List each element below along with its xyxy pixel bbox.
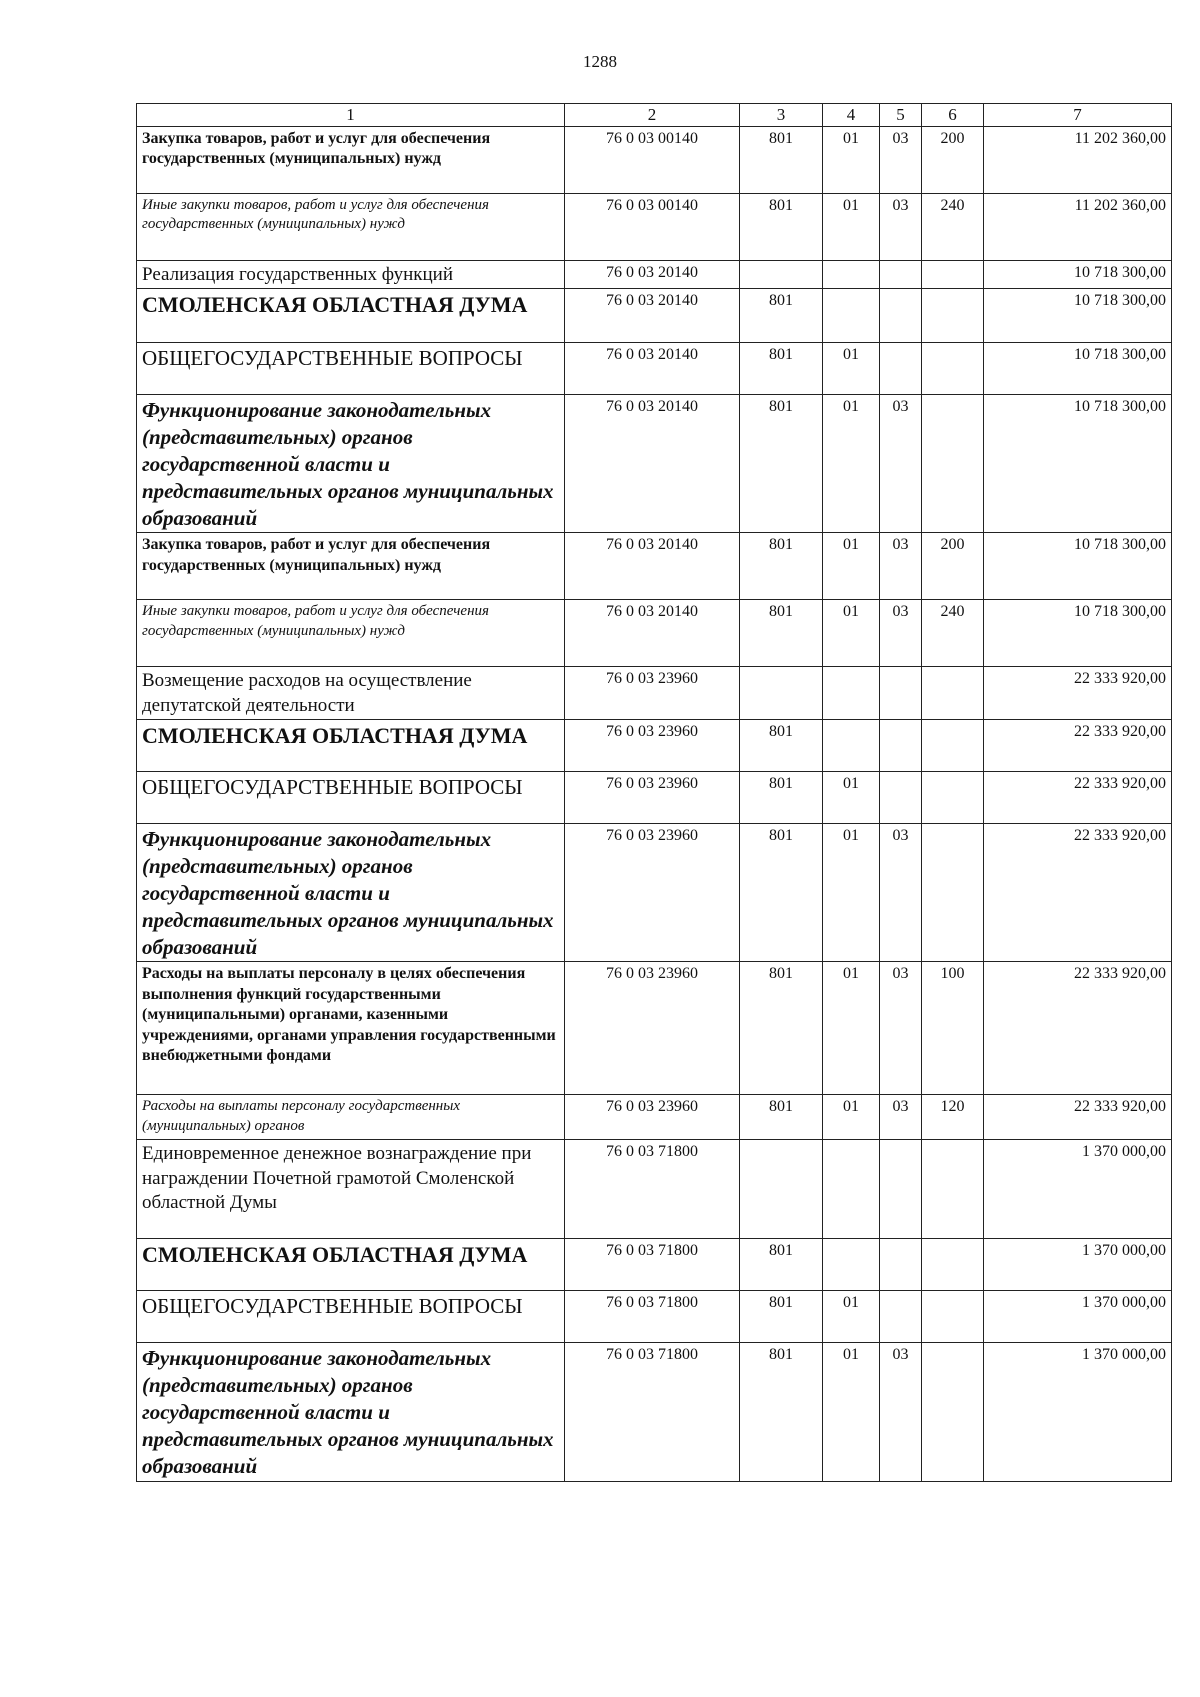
row-name-cell: ОБЩЕГОСУДАРСТВЕННЫЕ ВОПРОСЫ — [137, 1291, 565, 1343]
row-vr-cell: 801 — [740, 533, 823, 600]
header-cell-7: 7 — [984, 104, 1172, 127]
row-csr-cell: 76 0 03 71800 — [565, 1239, 740, 1291]
row-pr-cell — [880, 343, 922, 395]
row-csr-cell: 76 0 03 23960 — [565, 720, 740, 772]
row-pr-cell — [880, 1291, 922, 1343]
row-amount-cell: 11 202 360,00 — [984, 193, 1172, 260]
row-rz-cell: 01 — [823, 1095, 880, 1140]
table-row — [137, 289, 1172, 343]
row-pr-cell: 03 — [880, 962, 922, 1095]
table-body — [137, 126, 1172, 1481]
table-row — [137, 193, 1172, 260]
row-csr-cell: 76 0 03 00140 — [565, 126, 740, 193]
row-amount-cell: 22 333 920,00 — [984, 667, 1172, 720]
table-row — [137, 395, 1172, 533]
row-amount-cell: 1 370 000,00 — [984, 1343, 1172, 1481]
row-name-cell: ОБЩЕГОСУДАРСТВЕННЫЕ ВОПРОСЫ — [137, 772, 565, 824]
row-csr-cell: 76 0 03 23960 — [565, 772, 740, 824]
row-vr-cell — [740, 667, 823, 720]
row-vr-cell: 801 — [740, 600, 823, 667]
row-pr-cell — [880, 772, 922, 824]
row-vr-cell — [740, 260, 823, 288]
row-pr-cell: 03 — [880, 193, 922, 260]
row-kvr-cell — [922, 720, 984, 772]
row-pr-cell — [880, 1140, 922, 1239]
row-kvr-cell — [922, 772, 984, 824]
row-kvr-cell: 240 — [922, 193, 984, 260]
row-csr-cell: 76 0 03 71800 — [565, 1291, 740, 1343]
row-csr-cell: 76 0 03 20140 — [565, 600, 740, 667]
row-rz-cell: 01 — [823, 126, 880, 193]
row-name-cell: Закупка товаров, работ и услуг для обеспечения государственных (муниципальных) нужд — [137, 126, 565, 193]
row-pr-cell: 03 — [880, 824, 922, 962]
row-vr-cell: 801 — [740, 772, 823, 824]
row-vr-cell: 801 — [740, 289, 823, 343]
row-name-cell: Реализация государственных функций — [137, 260, 565, 288]
header-cell-1: 1 — [137, 104, 565, 127]
header-cell-4: 4 — [823, 104, 880, 127]
row-rz-cell: 01 — [823, 600, 880, 667]
row-vr-cell: 801 — [740, 1239, 823, 1291]
row-name-cell: СМОЛЕНСКАЯ ОБЛАСТНАЯ ДУМА — [137, 1239, 565, 1291]
table-row — [137, 1095, 1172, 1140]
row-kvr-cell: 120 — [922, 1095, 984, 1140]
row-rz-cell: 01 — [823, 1291, 880, 1343]
row-rz-cell — [823, 1239, 880, 1291]
row-vr-cell: 801 — [740, 395, 823, 533]
header-cell-5: 5 — [880, 104, 922, 127]
row-kvr-cell — [922, 289, 984, 343]
row-amount-cell: 22 333 920,00 — [984, 772, 1172, 824]
row-csr-cell: 76 0 03 20140 — [565, 289, 740, 343]
row-kvr-cell: 240 — [922, 600, 984, 667]
row-rz-cell: 01 — [823, 395, 880, 533]
table-row — [137, 1343, 1172, 1481]
row-csr-cell: 76 0 03 20140 — [565, 343, 740, 395]
header-row — [137, 104, 1172, 127]
row-csr-cell: 76 0 03 23960 — [565, 824, 740, 962]
row-kvr-cell — [922, 1343, 984, 1481]
row-amount-cell: 10 718 300,00 — [984, 260, 1172, 288]
row-name-cell: СМОЛЕНСКАЯ ОБЛАСТНАЯ ДУМА — [137, 720, 565, 772]
row-vr-cell: 801 — [740, 720, 823, 772]
row-name-cell: Закупка товаров, работ и услуг для обеспечения государственных (муниципальных) нужд — [137, 533, 565, 600]
row-name-cell: СМОЛЕНСКАЯ ОБЛАСТНАЯ ДУМА — [137, 289, 565, 343]
table-row — [137, 1239, 1172, 1291]
row-rz-cell — [823, 289, 880, 343]
row-csr-cell: 76 0 03 23960 — [565, 1095, 740, 1140]
row-vr-cell: 801 — [740, 1291, 823, 1343]
page-number: 1288 — [583, 52, 617, 71]
row-amount-cell: 1 370 000,00 — [984, 1291, 1172, 1343]
row-csr-cell: 76 0 03 23960 — [565, 667, 740, 720]
row-rz-cell: 01 — [823, 533, 880, 600]
row-csr-cell: 76 0 03 20140 — [565, 533, 740, 600]
row-vr-cell: 801 — [740, 1343, 823, 1481]
row-rz-cell — [823, 720, 880, 772]
table-row — [137, 1291, 1172, 1343]
row-name-cell: ОБЩЕГОСУДАРСТВЕННЫЕ ВОПРОСЫ — [137, 343, 565, 395]
table-row — [137, 1140, 1172, 1239]
row-pr-cell: 03 — [880, 395, 922, 533]
row-rz-cell: 01 — [823, 343, 880, 395]
row-pr-cell — [880, 289, 922, 343]
row-kvr-cell — [922, 1140, 984, 1239]
row-kvr-cell — [922, 260, 984, 288]
row-csr-cell: 76 0 03 71800 — [565, 1343, 740, 1481]
row-name-cell: Иные закупки товаров, работ и услуг для обеспечения государственных (муниципальных) нужд — [137, 193, 565, 260]
row-amount-cell: 22 333 920,00 — [984, 824, 1172, 962]
row-pr-cell: 03 — [880, 1095, 922, 1140]
row-kvr-cell — [922, 824, 984, 962]
header-cell-3: 3 — [740, 104, 823, 127]
row-amount-cell: 10 718 300,00 — [984, 533, 1172, 600]
header-cell-2: 2 — [565, 104, 740, 127]
row-vr-cell: 801 — [740, 962, 823, 1095]
budget-table — [136, 103, 1172, 1482]
row-amount-cell: 22 333 920,00 — [984, 1095, 1172, 1140]
row-name-cell: Функционирование законодательных (представительных) органов государственной власти и представительных органов муниципальных образований — [137, 824, 565, 962]
row-kvr-cell: 200 — [922, 533, 984, 600]
row-pr-cell: 03 — [880, 1343, 922, 1481]
row-pr-cell — [880, 260, 922, 288]
row-vr-cell: 801 — [740, 193, 823, 260]
table-row — [137, 772, 1172, 824]
table-row — [137, 667, 1172, 720]
row-pr-cell — [880, 1239, 922, 1291]
table-row — [137, 260, 1172, 288]
row-csr-cell: 76 0 03 20140 — [565, 260, 740, 288]
row-amount-cell: 22 333 920,00 — [984, 720, 1172, 772]
row-vr-cell: 801 — [740, 824, 823, 962]
row-pr-cell — [880, 667, 922, 720]
row-pr-cell — [880, 720, 922, 772]
row-csr-cell: 76 0 03 71800 — [565, 1140, 740, 1239]
row-amount-cell: 10 718 300,00 — [984, 343, 1172, 395]
row-kvr-cell — [922, 667, 984, 720]
table-row — [137, 343, 1172, 395]
row-name-cell: Расходы на выплаты персоналу в целях обеспечения выполнения функций государственными (муниципальными) органами, казенными учреждениями, органами управления государственными внебюджетными фондами — [137, 962, 565, 1095]
row-amount-cell: 10 718 300,00 — [984, 395, 1172, 533]
row-csr-cell: 76 0 03 23960 — [565, 962, 740, 1095]
table-row — [137, 824, 1172, 962]
row-pr-cell: 03 — [880, 126, 922, 193]
row-kvr-cell — [922, 343, 984, 395]
row-vr-cell: 801 — [740, 343, 823, 395]
row-vr-cell: 801 — [740, 1095, 823, 1140]
row-rz-cell: 01 — [823, 962, 880, 1095]
row-amount-cell: 1 370 000,00 — [984, 1239, 1172, 1291]
row-rz-cell — [823, 667, 880, 720]
row-vr-cell — [740, 1140, 823, 1239]
row-pr-cell: 03 — [880, 600, 922, 667]
row-name-cell: Функционирование законодательных (представительных) органов государственной власти и представительных органов муниципальных образований — [137, 1343, 565, 1481]
table-row — [137, 720, 1172, 772]
row-rz-cell — [823, 1140, 880, 1239]
row-rz-cell — [823, 260, 880, 288]
row-rz-cell: 01 — [823, 824, 880, 962]
row-amount-cell: 1 370 000,00 — [984, 1140, 1172, 1239]
row-kvr-cell — [922, 395, 984, 533]
row-rz-cell: 01 — [823, 193, 880, 260]
row-amount-cell: 22 333 920,00 — [984, 962, 1172, 1095]
row-pr-cell: 03 — [880, 533, 922, 600]
row-name-cell: Возмещение расходов на осуществление депутатской деятельности — [137, 667, 565, 720]
row-name-cell: Расходы на выплаты персоналу государственных (муниципальных) органов — [137, 1095, 565, 1140]
row-kvr-cell — [922, 1239, 984, 1291]
table-row — [137, 533, 1172, 600]
row-name-cell: Единовременное денежное вознаграждение при награждении Почетной грамотой Смоленской областной Думы — [137, 1140, 565, 1239]
row-csr-cell: 76 0 03 20140 — [565, 395, 740, 533]
row-csr-cell: 76 0 03 00140 — [565, 193, 740, 260]
row-name-cell: Иные закупки товаров, работ и услуг для обеспечения государственных (муниципальных) нужд — [137, 600, 565, 667]
row-kvr-cell: 100 — [922, 962, 984, 1095]
header-cell-6: 6 — [922, 104, 984, 127]
table-row — [137, 126, 1172, 193]
row-kvr-cell: 200 — [922, 126, 984, 193]
row-kvr-cell — [922, 1291, 984, 1343]
table-row — [137, 962, 1172, 1095]
row-rz-cell: 01 — [823, 772, 880, 824]
row-name-cell: Функционирование законодательных (представительных) органов государственной власти и представительных органов муниципальных образований — [137, 395, 565, 533]
row-rz-cell: 01 — [823, 1343, 880, 1481]
row-vr-cell: 801 — [740, 126, 823, 193]
table-row — [137, 600, 1172, 667]
row-amount-cell: 10 718 300,00 — [984, 289, 1172, 343]
row-amount-cell: 10 718 300,00 — [984, 600, 1172, 667]
row-amount-cell: 11 202 360,00 — [984, 126, 1172, 193]
